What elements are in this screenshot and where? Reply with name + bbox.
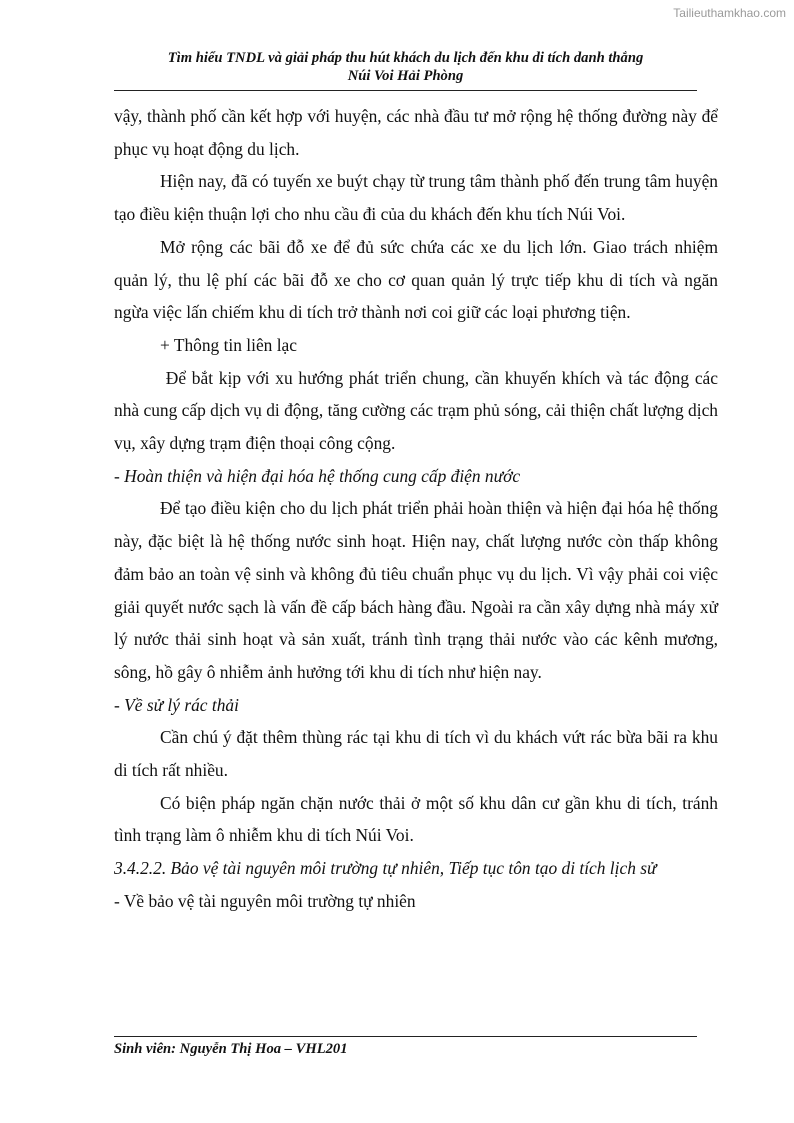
section-heading-3-4-2-2: 3.4.2.2. Bảo vệ tài nguyên môi trường tự nhiên, Tiếp tục tôn tạo di tích lịch sử bbox=[114, 858, 657, 879]
paragraph-road-expansion: vậy, thành phố cần kết hợp với huyện, các nhà đầu tư mở rộng hệ thống đường này để phục vụ hoạt động du lịch. bbox=[114, 106, 718, 159]
subheading-communication: + Thông tin liên lạc bbox=[160, 334, 297, 355]
footer-divider bbox=[114, 1036, 697, 1037]
paragraph-wastewater: Có biện pháp ngăn chặn nước thải ở một số khu dân cư gần khu di tích, tránh tình trạng làm ô nhiễm khu di tích Núi Voi. bbox=[114, 792, 718, 846]
watermark: Tailieuthamkhao.com bbox=[673, 6, 786, 20]
header-title-line-1: Tìm hiểu TNDL và giải pháp thu hút khách du lịch đến khu di tích danh thắng bbox=[167, 50, 644, 66]
paragraph-trash-bins: Cần chú ý đặt thêm thùng rác tại khu di tích vì du khách vứt rác bừa bãi ra khu di tích rất nhiều. bbox=[114, 727, 718, 781]
footer-author: Sinh viên: Nguyễn Thị Hoa – VHL201 bbox=[114, 1041, 348, 1057]
document-body bbox=[114, 100, 723, 918]
paragraph-water-system: Để tạo điều kiện cho du lịch phát triển phải hoàn thiện và hiện đại hóa hệ thống này, đặc biệt là hệ thống nước sinh hoạt. Hiện nay, chất lượng nước còn thấp không đảm bảo an toàn vệ sinh và không đủ tiêu chuẩn phục vụ du lịch. Vì vậy phải coi việc giải quyết nước sạch là vấn đề cấp bách hàng đầu. Ngoài ra cần xây dựng nhà máy xử lý nước thải sinh hoạt và sản xuất, tránh tình trạng thải nước vào các kênh mương, sông, hồ gây ô nhiễm ảnh hưởng tới khu di tích như hiện nay. bbox=[114, 498, 718, 682]
paragraph-communication: Để bắt kịp với xu hướng phát triển chung, cần khuyến khích và tác động các nhà cung cấp dịch vụ di động, tăng cường các trạm phủ sóng, cải thiện chất lượng dịch vụ, xây dựng trạm điện thoại công cộng. bbox=[114, 367, 723, 454]
heading-nature-protection: - Về bảo vệ tài nguyên môi trường tự nhiên bbox=[114, 890, 416, 911]
heading-waste: - Về sử lý rác thải bbox=[114, 694, 239, 715]
paragraph-parking: Mở rộng các bãi đỗ xe để đủ sức chứa các xe du lịch lớn. Giao trách nhiệm quản lý, thu lệ phí các bãi đỗ xe cho cơ quan quản lý trực tiếp khu di tích và ngăn ngừa việc lấn chiếm khu di tích trở thành nơi coi giữ các loại phương tiện. bbox=[114, 236, 718, 323]
header-title-line-2: Núi Voi Hải Phòng bbox=[347, 68, 464, 84]
heading-utilities: - Hoàn thiện và hiện đại hóa hệ thống cung cấp điện nước bbox=[114, 465, 521, 486]
page-header bbox=[114, 49, 697, 85]
header-divider bbox=[114, 90, 697, 91]
paragraph-bus-route: Hiện nay, đã có tuyến xe buýt chạy từ trung tâm thành phố đến trung tâm huyện tạo điều kiện thuận lợi cho nhu cầu đi của du khách đến khu tích Núi Voi. bbox=[114, 171, 718, 225]
